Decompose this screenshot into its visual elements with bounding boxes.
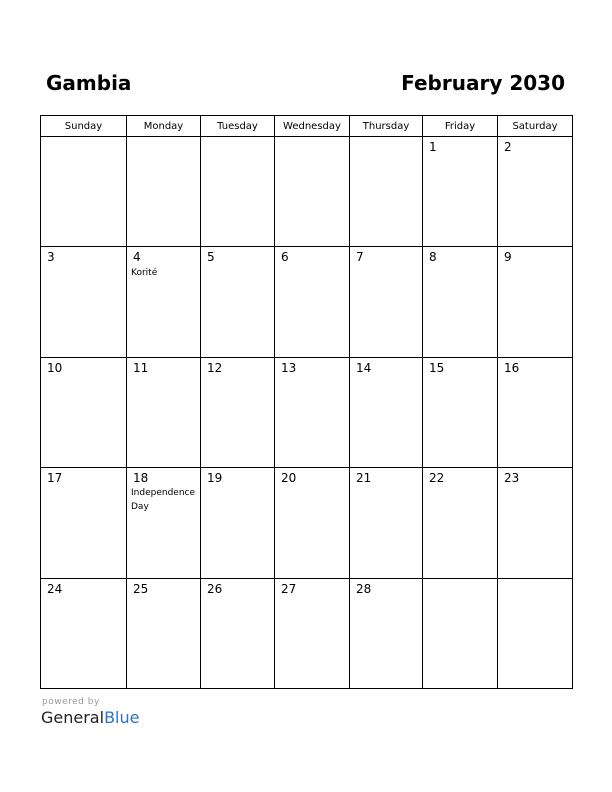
- day-cell: [41, 578, 127, 688]
- holiday-label: Independence Day: [131, 488, 196, 512]
- week-row: [41, 247, 573, 357]
- day-number: 12: [207, 360, 223, 375]
- day-cell: [201, 468, 275, 578]
- day-number: 26: [207, 581, 223, 596]
- calendar-grid: [40, 115, 573, 689]
- weekday-thursday: Thursday: [350, 116, 423, 137]
- day-cell: [201, 578, 275, 688]
- weekday-monday: Monday: [127, 116, 201, 137]
- day-number: 6: [281, 250, 289, 265]
- day-cell: [201, 137, 275, 247]
- day-cell: [350, 137, 423, 247]
- day-number: 16: [504, 360, 520, 375]
- day-number: 15: [429, 360, 445, 375]
- day-cell: [127, 357, 201, 467]
- day-cell: [41, 468, 127, 578]
- day-number: 17: [47, 471, 63, 486]
- holiday-label: Korité: [131, 267, 158, 278]
- day-number: 11: [133, 360, 149, 375]
- day-cell: [275, 468, 350, 578]
- day-cell: [41, 357, 127, 467]
- day-cell: [201, 357, 275, 467]
- day-number: 27: [281, 581, 297, 596]
- week-row: [41, 578, 573, 688]
- day-number: 28: [356, 581, 372, 596]
- day-cell: [423, 137, 498, 247]
- day-number: 2: [504, 140, 512, 154]
- day-cell: [41, 247, 127, 357]
- day-cell: [423, 468, 498, 578]
- day-number: 21: [356, 471, 372, 486]
- day-cell: [498, 468, 573, 578]
- weekday-header-row: [41, 116, 573, 137]
- brand-general-text: General: [41, 708, 105, 727]
- day-cell: [350, 578, 423, 688]
- day-number: 10: [47, 360, 63, 375]
- week-row: [41, 357, 573, 467]
- day-number: 5: [207, 250, 215, 265]
- day-number: 1: [429, 140, 437, 154]
- day-number: 23: [504, 471, 520, 486]
- day-number: 24: [47, 581, 63, 596]
- day-cell: [423, 578, 498, 688]
- day-cell: [275, 357, 350, 467]
- day-cell: [127, 137, 201, 247]
- day-cell: [498, 247, 573, 357]
- weekday-friday: Friday: [423, 116, 498, 137]
- day-cell: [498, 137, 573, 247]
- day-number: 8: [429, 250, 437, 265]
- day-cell: [423, 247, 498, 357]
- day-cell: [498, 357, 573, 467]
- day-number: 18: [133, 471, 149, 486]
- day-cell: [201, 247, 275, 357]
- country-title: Gambia: [46, 71, 132, 95]
- day-number: 19: [207, 471, 223, 486]
- powered-by-text: powered by: [42, 697, 100, 707]
- day-number: 13: [281, 360, 297, 375]
- day-number: 25: [133, 581, 149, 596]
- day-number: 9: [504, 250, 512, 265]
- day-cell: [41, 137, 127, 247]
- day-cell: [275, 247, 350, 357]
- day-cell: [275, 578, 350, 688]
- day-number: 22: [429, 471, 445, 486]
- week-row: [41, 468, 573, 578]
- day-cell: [127, 468, 201, 578]
- week-row: [41, 137, 573, 247]
- weekday-sunday: Sunday: [41, 116, 127, 137]
- day-cell: [498, 578, 573, 688]
- weekday-tuesday: Tuesday: [201, 116, 275, 137]
- day-number: 14: [356, 360, 372, 375]
- day-cell: [275, 137, 350, 247]
- day-cell: [350, 468, 423, 578]
- day-cell: [127, 578, 201, 688]
- brand-blue-text: Blue: [104, 708, 140, 727]
- day-cell: [423, 357, 498, 467]
- day-number: 3: [47, 250, 55, 265]
- day-number: 4: [133, 250, 141, 265]
- day-number: 20: [281, 471, 297, 486]
- weekday-wednesday: Wednesday: [275, 116, 350, 137]
- weekday-saturday: Saturday: [498, 116, 573, 137]
- month-year-title: February 2030: [401, 71, 565, 95]
- brand-logo[interactable]: [41, 708, 139, 727]
- day-cell: [350, 247, 423, 357]
- day-number: 7: [356, 250, 364, 265]
- day-cell: [127, 247, 201, 357]
- day-cell: [350, 357, 423, 467]
